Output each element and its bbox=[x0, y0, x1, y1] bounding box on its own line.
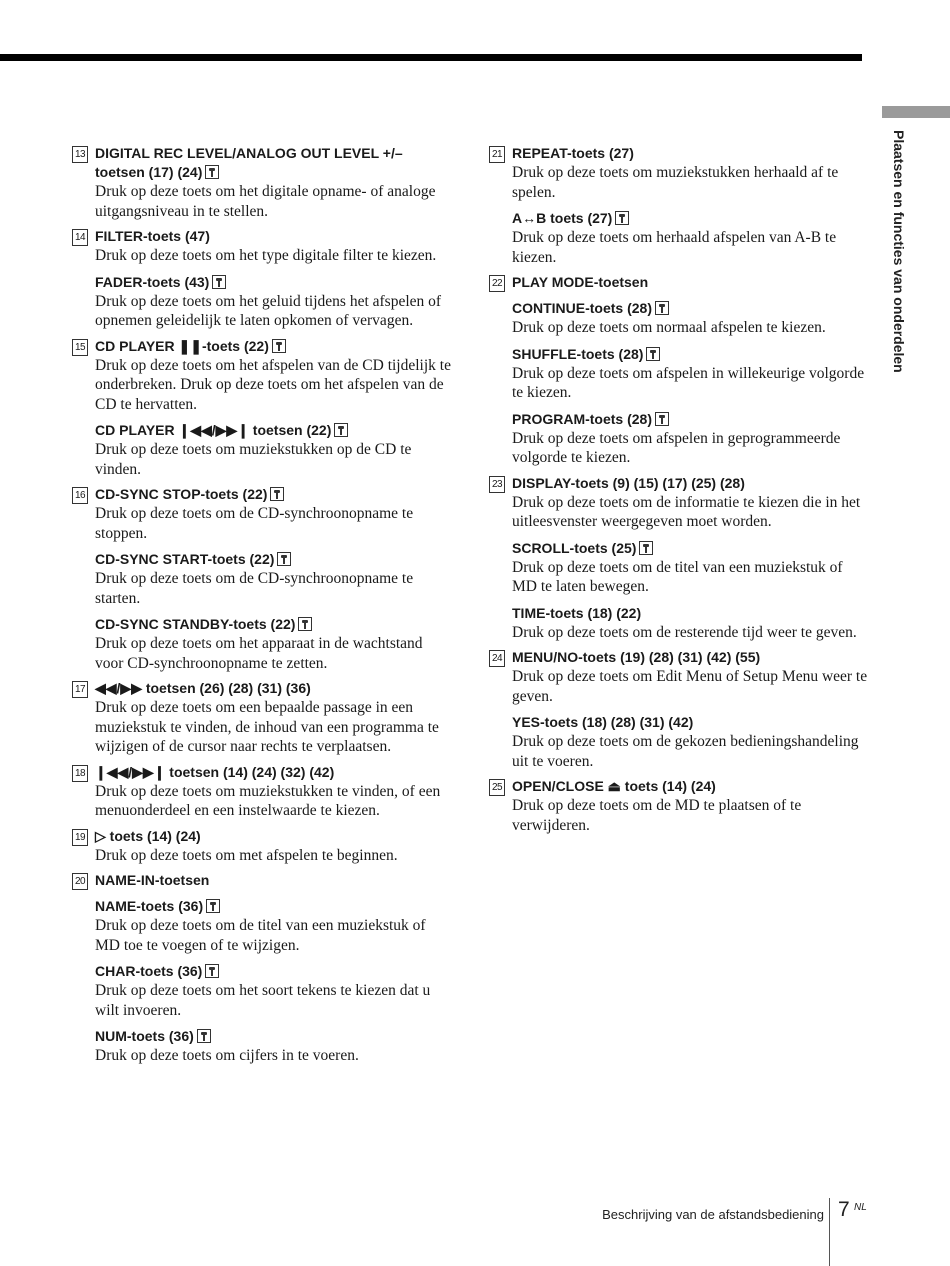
item-description: Druk op deze toets om herhaald afspelen van A-B te kiezen. bbox=[512, 229, 837, 266]
item-heading: FADER-toets (43) bbox=[95, 273, 452, 292]
item-14 bbox=[72, 227, 452, 266]
item-number: 18 bbox=[72, 765, 88, 782]
footer-title: Beschrijving van de afstandsbediening bbox=[602, 1207, 824, 1222]
item-number: 19 bbox=[72, 829, 88, 846]
remote-icon bbox=[298, 617, 312, 631]
item-number: 14 bbox=[72, 229, 88, 246]
item-heading: NAME-toets (36) bbox=[95, 897, 452, 916]
remote-icon bbox=[646, 347, 660, 361]
item-heading: YES-toets (18) (28) (31) (42) bbox=[512, 714, 694, 730]
subitem-fader bbox=[72, 273, 452, 331]
item-18 bbox=[72, 763, 452, 821]
item-21 bbox=[489, 144, 869, 202]
subitem-cd-sync-standby bbox=[72, 615, 452, 673]
item-description: Druk op deze toets om de resterende tijd weer te geven. bbox=[512, 623, 857, 641]
item-description: Druk op deze toets om afspelen in willekeurige volgorde te kiezen. bbox=[512, 364, 865, 401]
remote-icon bbox=[615, 211, 629, 225]
item-number: 20 bbox=[72, 873, 88, 890]
remote-icon bbox=[197, 1029, 211, 1043]
subitem-shuffle bbox=[489, 345, 869, 403]
remote-icon bbox=[212, 275, 226, 289]
item-description: Druk op deze toets om afspelen in geprogrammeerde volgorde te kiezen. bbox=[512, 429, 841, 466]
item-heading: PROGRAM-toets (28) bbox=[512, 410, 869, 429]
item-description: Druk op deze toets om het soort tekens te kiezen dat u wilt invoeren. bbox=[95, 982, 431, 1019]
item-23 bbox=[489, 474, 869, 532]
item-description: Druk op deze toets om met afspelen te beginnen. bbox=[95, 846, 398, 864]
item-heading: PLAY MODE-toetsen bbox=[512, 274, 649, 290]
remote-icon bbox=[334, 423, 348, 437]
right-column bbox=[489, 144, 869, 841]
item-number: 24 bbox=[489, 650, 505, 667]
item-description: Druk op deze toets om muziekstukken herhaald af te spelen. bbox=[512, 164, 839, 201]
header-rule bbox=[0, 54, 862, 61]
item-heading: DIGITAL REC LEVEL/ANALOG OUT LEVEL +/– toetsen (17) (24) bbox=[95, 145, 403, 180]
remote-icon bbox=[272, 339, 286, 353]
item-heading: NUM-toets (36) bbox=[95, 1027, 452, 1046]
item-19 bbox=[72, 827, 452, 866]
remote-icon bbox=[206, 899, 220, 913]
remote-icon bbox=[205, 165, 219, 179]
item-description: Druk op deze toets om het geluid tijdens het afspelen of opnemen geleidelijk te laten opkomen of vervagen. bbox=[95, 292, 442, 329]
item-heading: MENU/NO-toets (19) (28) (31) (42) (55) bbox=[512, 649, 761, 665]
item-description: Druk op deze toets om de gekozen bedieningshandeling uit te voeren. bbox=[512, 733, 859, 770]
item-heading: A↔B toets (27) bbox=[512, 209, 869, 228]
item-heading: CD-SYNC START-toets (22) bbox=[95, 550, 452, 569]
subitem-continue bbox=[489, 299, 869, 338]
item-number: 15 bbox=[72, 339, 88, 356]
item-heading: SCROLL-toets (25) bbox=[512, 539, 869, 558]
item-17 bbox=[72, 679, 452, 757]
item-heading: SHUFFLE-toets (28) bbox=[512, 345, 869, 364]
item-description: Druk op deze toets om cijfers in te voeren. bbox=[95, 1047, 359, 1064]
item-description: Druk op deze toets om Edit Menu of Setup Menu weer te geven. bbox=[512, 668, 868, 705]
item-description: Druk op deze toets om de titel van een muziekstuk of MD toe te voegen of te wijzigen. bbox=[95, 917, 426, 954]
item-heading: TIME-toets (18) (22) bbox=[512, 604, 642, 621]
item-heading: CD PLAYER ❙◀◀/▶▶❙ toetsen (22) bbox=[95, 421, 452, 440]
page-language: NL bbox=[854, 1202, 867, 1213]
item-heading: FILTER-toets (47) bbox=[95, 228, 210, 244]
page-number: 7 bbox=[838, 1198, 850, 1221]
item-13 bbox=[72, 144, 452, 221]
item-heading: OPEN/CLOSE ⏏ toets (14) (24) bbox=[512, 778, 716, 794]
item-description: Druk op deze toets om de CD-synchroonopname te stoppen. bbox=[95, 505, 414, 542]
item-heading: ▷ toets (14) (24) bbox=[95, 827, 201, 844]
item-25 bbox=[489, 777, 869, 835]
item-description: Druk op deze toets om de MD te plaatsen of te verwijderen. bbox=[512, 797, 802, 834]
item-22 bbox=[489, 273, 869, 292]
subitem-name bbox=[72, 897, 452, 955]
remote-icon bbox=[655, 412, 669, 426]
item-description: Druk op deze toets om muziekstukken op de CD te vinden. bbox=[95, 441, 412, 478]
item-heading: REPEAT-toets (27) bbox=[512, 145, 634, 161]
footer-divider bbox=[829, 1198, 830, 1266]
item-description: Druk op deze toets om normaal afspelen te kiezen. bbox=[512, 319, 826, 336]
item-heading: ◀◀/▶▶ toetsen (26) (28) (31) (36) bbox=[95, 680, 311, 696]
item-description: Druk op deze toets om de titel van een muziekstuk of MD te laten bewegen. bbox=[512, 558, 843, 595]
section-label: Plaatsen en functies van onderdelen bbox=[891, 130, 907, 373]
item-heading: CONTINUE-toets (28) bbox=[512, 299, 869, 318]
item-description: Druk op deze toets om de informatie te kiezen die in het uitleesvenster weergegeven moet worden. bbox=[512, 493, 861, 530]
remote-icon bbox=[277, 552, 291, 566]
item-description: Druk op deze toets om het apparaat in de wachtstand voor CD-synchroonopname te zetten. bbox=[95, 635, 423, 672]
remote-icon bbox=[639, 541, 653, 555]
item-20 bbox=[72, 871, 452, 890]
subitem-num bbox=[72, 1027, 452, 1066]
item-heading: CD-SYNC STOP-toets (22) bbox=[95, 485, 452, 504]
section-tab bbox=[882, 106, 950, 118]
subitem-scroll bbox=[489, 539, 869, 597]
item-number: 25 bbox=[489, 779, 505, 796]
item-number: 21 bbox=[489, 146, 505, 163]
item-description: Druk op deze toets om muziekstukken te vinden, of een menuonderdeel en een instelwaarde te kiezen. bbox=[95, 782, 441, 819]
item-number: 16 bbox=[72, 487, 88, 504]
subitem-yes bbox=[489, 713, 869, 771]
item-heading: CHAR-toets (36) bbox=[95, 962, 452, 981]
item-number: 23 bbox=[489, 476, 505, 493]
item-number: 17 bbox=[72, 681, 88, 698]
item-heading: DISPLAY-toets (9) (15) (17) (25) (28) bbox=[512, 474, 745, 491]
item-heading: ❙◀◀/▶▶❙ toetsen (14) (24) (32) (42) bbox=[95, 763, 335, 780]
left-column bbox=[72, 144, 452, 1072]
item-description: Druk op deze toets om het digitale opname- of analoge uitgangsniveau in te stellen. bbox=[95, 183, 436, 220]
item-15 bbox=[72, 337, 452, 415]
item-heading: NAME-IN-toetsen bbox=[95, 872, 210, 888]
item-number: 13 bbox=[72, 146, 88, 163]
subitem-program bbox=[489, 410, 869, 468]
remote-icon bbox=[655, 301, 669, 315]
item-heading: CD-SYNC STANDBY-toets (22) bbox=[95, 615, 452, 634]
item-description: Druk op deze toets om het type digitale filter te kiezen. bbox=[95, 247, 437, 264]
item-description: Druk op deze toets om een bepaalde passage in een muziekstuk te vinden, de inhoud van een programma te wijzigen of de cursor naar rechts te verplaatsen. bbox=[95, 699, 439, 755]
remote-icon bbox=[205, 964, 219, 978]
subitem-a-b bbox=[489, 209, 869, 267]
item-number: 22 bbox=[489, 275, 505, 292]
subitem-char bbox=[72, 962, 452, 1020]
item-description: Druk op deze toets om het afspelen van de CD tijdelijk te onderbreken. Druk op deze toets om het afspelen van de CD te hervatten. bbox=[95, 356, 451, 413]
subitem-time bbox=[489, 604, 869, 643]
item-heading: CD PLAYER ❚❚-toets (22) bbox=[95, 337, 452, 356]
subitem-cd-sync-start bbox=[72, 550, 452, 608]
item-16 bbox=[72, 485, 452, 543]
subitem-cd-player-skip bbox=[72, 421, 452, 479]
item-24 bbox=[489, 648, 869, 706]
item-description: Druk op deze toets om de CD-synchroonopname te starten. bbox=[95, 570, 414, 607]
remote-icon bbox=[270, 487, 284, 501]
